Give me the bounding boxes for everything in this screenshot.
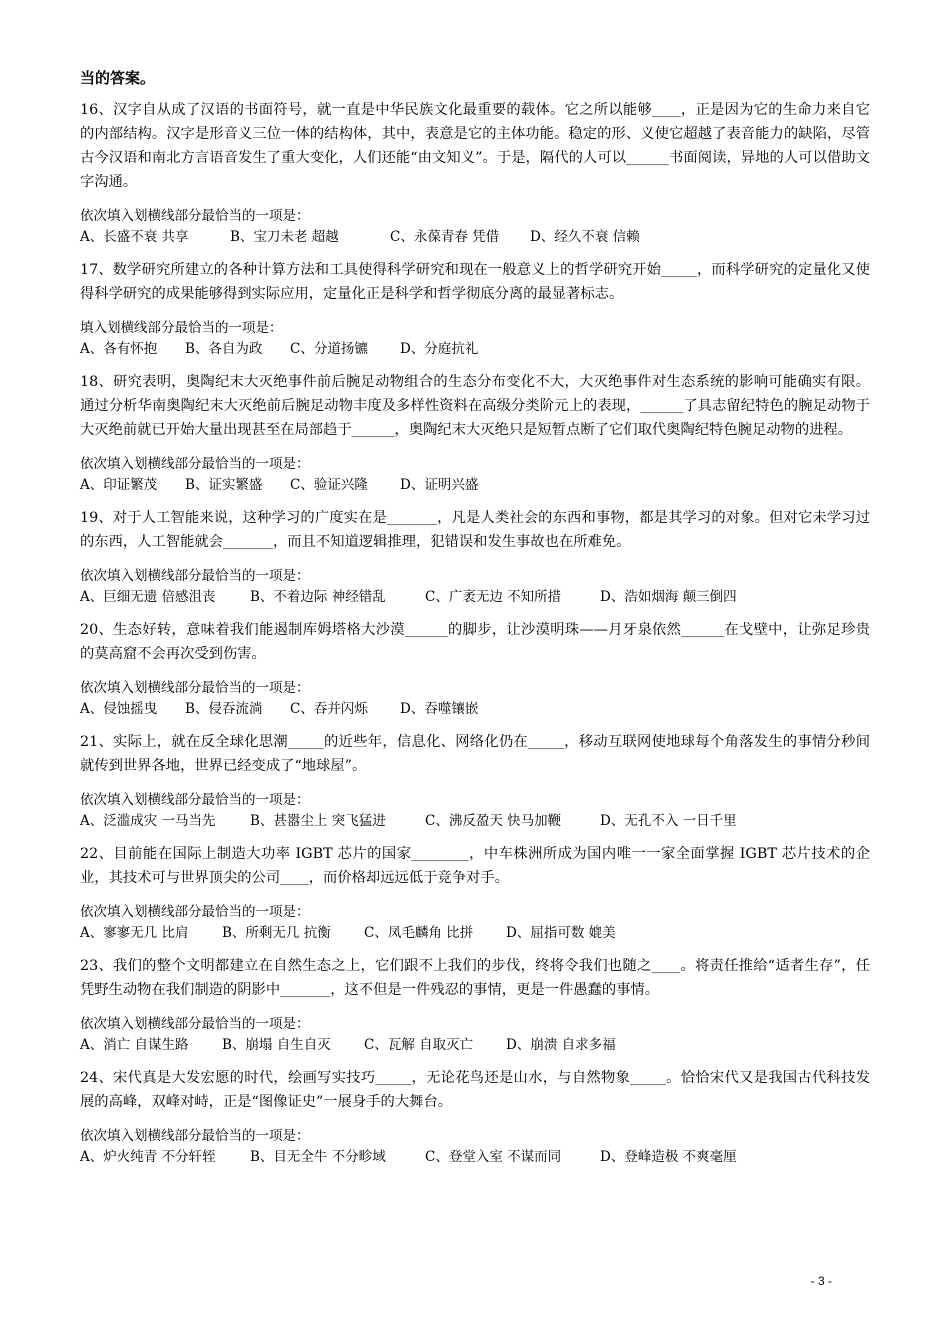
answer-option: B、证实繁盛 bbox=[185, 477, 263, 493]
answer-option: D、证明兴盛 bbox=[400, 477, 479, 493]
question-stem: 17、数学研究所建立的各种计算方法和工具使得科学研究和现在一般意义上的哲学研究开始_____，而科学研究的定量化又使得科学研究的成果能够得到实际应用，定量化正是科学和哲学彻底分离的最显著标志。 bbox=[80, 262, 870, 302]
question-prompt: 依次填入划横线部分最恰当的一项是： bbox=[80, 1128, 310, 1144]
question-block bbox=[80, 506, 870, 608]
answer-options bbox=[80, 811, 870, 832]
answer-option: D、无孔不入 一日千里 bbox=[600, 813, 737, 829]
answer-option: D、吞噬镶嵌 bbox=[400, 701, 479, 717]
question-prompt: 依次填入划横线部分最恰当的一项是： bbox=[80, 680, 310, 696]
answer-option: A、炉火纯青 不分轩轾 bbox=[80, 1149, 216, 1165]
answer-option: A、侵蚀摇曳 bbox=[80, 701, 158, 717]
question-stem: 19、对于人工智能来说，这种学习的广度实在是_______，凡是人类社会的东西和事物，都是其学习的对象。但对它未学习过的东西，人工智能就会_______，而且不知道逻辑推理，犯错误和发生事故也在所难免。 bbox=[80, 510, 870, 550]
question-prompt: 依次填入划横线部分最恰当的一项是： bbox=[80, 208, 310, 224]
question-stem: 23、我们的整个文明都建立在自然生态之上，它们跟不上我们的步伐，终将令我们也随之____。将责任推给“适者生存”，任凭野生动物在我们制造的阴影中_______，这不但是一件残忍的事情，更是一件愚蠢的事情。 bbox=[80, 958, 870, 998]
question-stem: 21、实际上，就在反全球化思潮_____的近些年，信息化、网络化仍在_____，移动互联网使地球每个角落发生的事情分秒间就传到世界各地，世界已经变成了“地球屋”。 bbox=[80, 734, 870, 774]
question-prompt: 依次填入划横线部分最恰当的一项是： bbox=[80, 456, 310, 472]
question-stem: 20、生态好转，意味着我们能遏制库姆塔格大沙漠______的脚步，让沙漠明珠——月牙泉依然______在戈壁中，让弥足珍贵的莫高窟不会再次受到伤害。 bbox=[80, 622, 870, 662]
answer-option: B、所剩无几 抗衡 bbox=[222, 925, 331, 941]
answer-option: C、验证兴隆 bbox=[290, 477, 368, 493]
question-prompt: 依次填入划横线部分最恰当的一项是： bbox=[80, 1016, 310, 1032]
answer-option: B、甚嚣尘上 突飞猛进 bbox=[250, 813, 386, 829]
answer-option: B、侵吞流淌 bbox=[185, 701, 263, 717]
answer-option: D、屈指可数 媲美 bbox=[506, 925, 616, 941]
answer-option: B、各自为政 bbox=[185, 341, 263, 357]
question-block bbox=[80, 842, 870, 944]
question-block bbox=[80, 954, 870, 1056]
page-number: - 3 - bbox=[810, 1274, 832, 1288]
question-prompt: 依次填入划横线部分最恰当的一项是： bbox=[80, 792, 310, 808]
answer-option: D、浩如烟海 颠三倒四 bbox=[600, 589, 737, 605]
question-prompt: 依次填入划横线部分最恰当的一项是： bbox=[80, 568, 310, 584]
answer-option: D、分庭抗礼 bbox=[400, 341, 479, 357]
question-stem: 22、目前能在国际上制造大功率 IGBT 芯片的国家________，中车株洲所成为国内唯一一家全面掌握 IGBT 芯片技术的企业，其技术可与世界顶尖的公司____，而价格却远远低于竞争对手。 bbox=[80, 846, 870, 886]
question-stem: 16、汉字自从成了汉语的书面符号，就一直是中华民族文化最重要的载体。它之所以能够____，正是因为它的生命力来自它的内部结构。汉字是形音义三位一体的结构体，其中，表意是它的主体功能。稳定的形、义使它超越了表音能力的缺陷，尽管古今汉语和南北方言语音发生了重大变化，人们还能“由文知义”。于是，隔代的人可以______书面阅读，异地的人可以借助文字沟通。 bbox=[80, 102, 870, 190]
answer-options bbox=[80, 587, 870, 608]
question-stem: 24、宋代真是大发宏愿的时代，绘画写实技巧_____，无论花鸟还是山水，与自然物象_____。恰恰宋代又是我国古代科技发展的高峰，双峰对峙，正是“图像证史”一展身手的大舞台。 bbox=[80, 1070, 870, 1110]
answer-options bbox=[80, 475, 870, 496]
answer-option: C、永葆青春 凭借 bbox=[390, 229, 500, 245]
question-block bbox=[80, 1066, 870, 1168]
question-block bbox=[80, 730, 870, 832]
section-heading: 当的答案。 bbox=[80, 69, 156, 87]
answer-option: D、崩溃 自求多福 bbox=[506, 1037, 616, 1053]
answer-option: B、不着边际 神经错乱 bbox=[250, 589, 386, 605]
answer-option: A、巨细无遗 倍感沮丧 bbox=[80, 589, 216, 605]
question-stem: 18、研究表明，奥陶纪末大灭绝事件前后腕足动物组合的生态分布变化不大，大灭绝事件对生态系统的影响可能确实有限。通过分析华南奥陶纪末大灭绝前后腕足动物丰度及多样性资料在高级分类阶元上的表现，______了具志留纪特色的腕足动物于大灭绝前就已开始大量出现甚至在局部趋于______，奥陶纪末大灭绝只是短暂点断了它们取代奥陶纪特色腕足动物的进程。 bbox=[80, 374, 870, 438]
answer-option: C、吞并闪烁 bbox=[290, 701, 368, 717]
answer-option: C、分道扬镳 bbox=[290, 341, 368, 357]
answer-option: B、宝刀未老 超越 bbox=[230, 229, 339, 245]
question-prompt: 填入划横线部分最恰当的一项是： bbox=[80, 320, 283, 336]
answer-option: A、印证繁茂 bbox=[80, 477, 158, 493]
answer-options bbox=[80, 227, 870, 248]
answer-options bbox=[80, 1147, 870, 1168]
answer-options bbox=[80, 699, 870, 720]
answer-option: C、广袤无边 不知所措 bbox=[425, 589, 562, 605]
answer-option: C、凤毛麟角 比拼 bbox=[364, 925, 474, 941]
answer-option: C、沸反盈天 快马加鞭 bbox=[425, 813, 562, 829]
answer-options bbox=[80, 339, 870, 360]
answer-option: D、登峰造极 不爽毫厘 bbox=[600, 1149, 737, 1165]
answer-option: D、经久不衰 信赖 bbox=[530, 229, 640, 245]
answer-option: B、崩塌 自生自灭 bbox=[222, 1037, 331, 1053]
answer-option: A、消亡 自谋生路 bbox=[80, 1037, 189, 1053]
answer-options bbox=[80, 923, 870, 944]
question-prompt: 依次填入划横线部分最恰当的一项是： bbox=[80, 904, 310, 920]
answer-option: B、目无全牛 不分畛域 bbox=[250, 1149, 386, 1165]
answer-option: A、泛滥成灾 一马当先 bbox=[80, 813, 216, 829]
document-page bbox=[80, 66, 870, 1178]
question-block bbox=[80, 98, 870, 248]
answer-option: C、瓦解 自取灭亡 bbox=[364, 1037, 474, 1053]
question-block bbox=[80, 258, 870, 360]
answer-option: C、登堂入室 不谋而同 bbox=[425, 1149, 562, 1165]
answer-options bbox=[80, 1035, 870, 1056]
question-block bbox=[80, 370, 870, 496]
answer-option: A、各有怀抱 bbox=[80, 341, 158, 357]
question-block bbox=[80, 618, 870, 720]
question-list bbox=[80, 98, 870, 1168]
answer-option: A、长盛不衰 共享 bbox=[80, 229, 189, 245]
answer-option: A、寥寥无几 比肩 bbox=[80, 925, 189, 941]
